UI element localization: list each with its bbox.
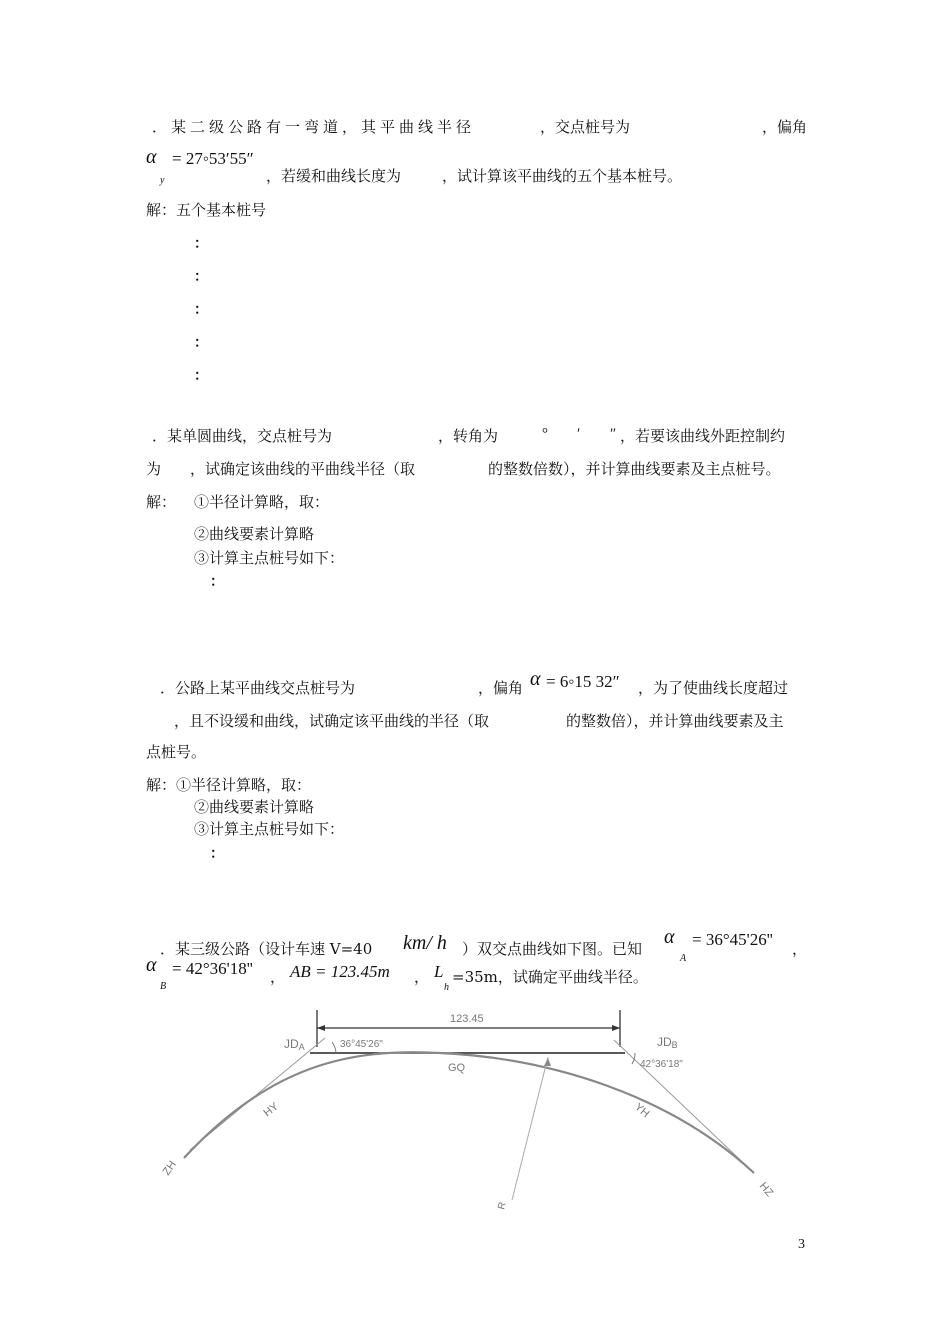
dimension-arrow-right <box>612 1025 620 1031</box>
q2-minute-mark: ′ <box>577 426 581 442</box>
q4-alpha-a-subscript: A <box>680 953 687 964</box>
q3-step-2: ②曲线要素计算略 <box>194 798 315 816</box>
q2-second-mark: ″ <box>610 426 617 442</box>
q3-line2-part-b: 的整数倍），并计算曲线要素及主 <box>566 712 784 730</box>
q4-alpha-a-symbol: α <box>664 926 675 948</box>
angle-arc-a <box>332 1042 336 1053</box>
q1-line1-part-a: ．某二级公路有一弯道，其平曲线半径 <box>152 118 476 136</box>
radius-arrow <box>544 1058 551 1066</box>
q4-comma-2: ， <box>270 968 286 986</box>
q2-line1-part-a: ．某单圆曲线，交点桩号为 <box>152 427 333 445</box>
q4-ab-value: AB = 123.45m <box>290 962 390 981</box>
q2-line1-part-c: ，若要该曲线外距控制约 <box>620 427 786 445</box>
q3-step-3: ③计算主点桩号如下： <box>194 820 345 838</box>
q4-alpha-b-subscript: B <box>160 981 167 992</box>
hy-label: HY <box>261 1100 281 1120</box>
q2-step-1: ①半径计算略，取： <box>194 493 330 511</box>
q1-line2-end: ，试计算该平曲线的五个基本桩号。 <box>442 167 683 185</box>
jd-b-label: JDB <box>657 1035 678 1050</box>
q4-alpha-a-value: = 36°45'26'' <box>692 930 773 949</box>
q3-line1-part-c: ，为了使曲线长度超过 <box>638 679 789 697</box>
zh-label: ZH <box>160 1158 179 1178</box>
dimension-arrow-left <box>317 1025 325 1031</box>
q1-alpha-symbol: α <box>146 146 157 168</box>
q2-line2-part-b: ，试确定该曲线的平曲线半径（取 <box>190 460 416 478</box>
q1-colon-5: ： <box>194 368 208 384</box>
q3-line2-part-a: ，且不设缓和曲线，试确定该平曲线的半径（取 <box>174 712 490 730</box>
q2-step-2: ②曲线要素计算略 <box>194 525 315 543</box>
gq-label: GQ <box>448 1062 466 1074</box>
q2-degree-mark: ° <box>542 426 548 442</box>
q4-speed-unit: km/ h <box>403 932 447 954</box>
q3-line3: 点桩号。 <box>146 743 207 761</box>
q3-alpha-value: = 6◦15 32″ <box>546 672 620 691</box>
q4-line1-part-b: ）双交点曲线如下图。已知 <box>462 940 643 958</box>
jd-a-label: JDA <box>284 1037 305 1052</box>
q2-line2-part-a: 为 <box>146 460 162 478</box>
q1-colon-1: ： <box>194 236 208 252</box>
hz-label: HZ <box>756 1180 776 1200</box>
q3-alpha-symbol: α <box>530 668 541 690</box>
q1-colon-4: ： <box>194 335 208 351</box>
q4-alpha-b-value: = 42°36'18'' <box>172 959 253 978</box>
q1-colon-3: ： <box>194 302 208 318</box>
radius-label: R <box>496 1201 509 1211</box>
q4-comma-1: ， <box>792 940 808 958</box>
q4-lh-rest: =35m，试确定平曲线半径。 <box>452 968 648 986</box>
q3-line1-part-b: ，偏角 <box>478 679 524 697</box>
q2-solution-label: 解： <box>146 493 177 511</box>
angle-a-label: 36°45'26" <box>340 1039 383 1050</box>
page-number: 3 <box>798 1237 805 1252</box>
q3-line1-part-a: ．公路上某平曲线交点桩号为 <box>160 679 356 697</box>
q4-comma-3: ， <box>414 968 430 986</box>
q4-lh-subscript: h <box>444 982 449 993</box>
curve-diagram <box>150 1000 800 1215</box>
q4-alpha-b-symbol: α <box>146 954 157 976</box>
q1-alpha-subscript: y <box>160 175 165 186</box>
q1-line2-rest: ，若缓和曲线长度为 <box>266 167 402 185</box>
q3-step-1: 解：①半径计算略，取： <box>146 776 312 794</box>
yh-label: YH <box>632 1101 652 1121</box>
q4-lh-symbol: L <box>434 962 444 981</box>
q1-solution-heading: 解：五个基本桩号 <box>146 201 267 219</box>
q1-line1-part-b: ，交点桩号为 <box>540 118 631 136</box>
q2-line1-part-b: ，转角为 <box>438 427 499 445</box>
radius-line <box>512 1057 548 1200</box>
q2-step-3: ③计算主点桩号如下： <box>194 549 345 567</box>
q3-colon: ： <box>210 846 224 862</box>
q4-line1-part-a: ．某三级公路（设计车速 V=40 <box>160 940 373 958</box>
q2-line2-part-c: 的整数倍数），并计算曲线要素及主点桩号。 <box>488 460 781 478</box>
angle-b-label: 42°36'18" <box>640 1059 683 1070</box>
q2-colon: ： <box>210 574 224 590</box>
q1-colon-2: ： <box>194 269 208 285</box>
dimension-label: 123.45 <box>450 1013 484 1025</box>
q1-line1-part-c: ，偏角 <box>762 118 808 136</box>
q1-alpha-value: = 27◦53′55″ <box>172 149 254 168</box>
